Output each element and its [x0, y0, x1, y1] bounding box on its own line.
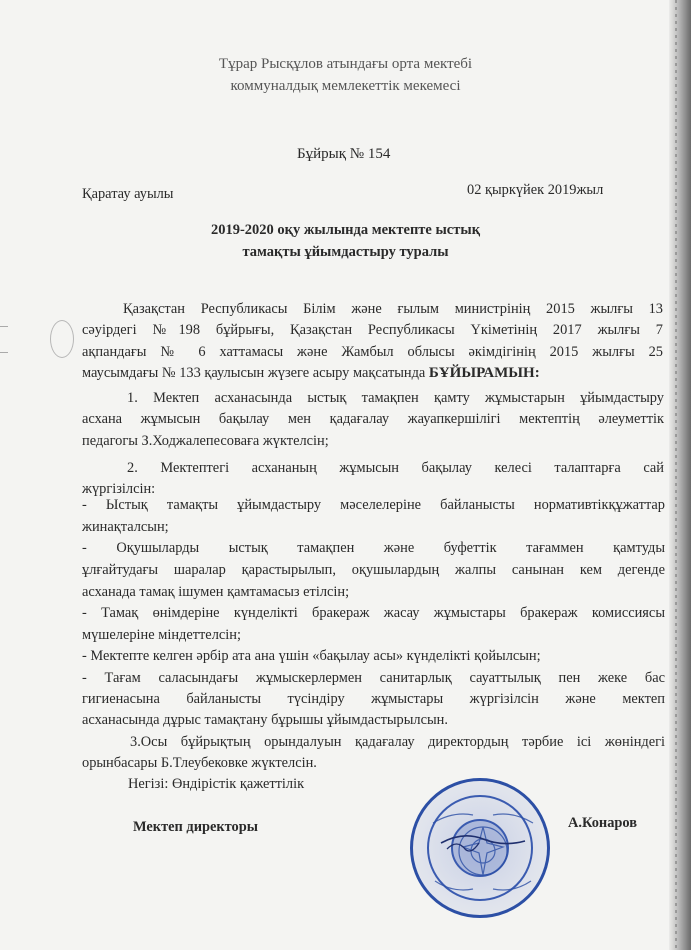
order-word: БҰЙЫРАМЫН:: [428, 365, 540, 381]
body-line: жүргізілсін:: [82, 481, 156, 497]
institution-type: коммуналдық мемлекеттік мекемесі: [230, 78, 461, 94]
body-line: асханасында дұрыс тамақтану бұрышы ұйымдастырылсын.: [82, 712, 448, 728]
order-date: 02 қыркүйек 2019жыл: [467, 182, 604, 198]
body-line: маусымдағы № 133 қаулысын жүзеге асыру мақсатында: [82, 365, 426, 381]
body-line: гигиенасына байланысты түсіндіру жұмыстары жүргізілсін және мектеп: [82, 691, 665, 707]
body-line: Қазақстан Республикасы Білім және ғылым министрінің 2015 жылғы 13: [123, 301, 663, 317]
body-line: орынбасары Б.Тлеубековке жүктелсін.: [82, 755, 317, 771]
body-line: 1. Мектеп асханасында ыстық тамақпен қамту жұмыстарын ұйымдастыру: [127, 390, 664, 406]
body-line: мүшелеріне міндеттелсін;: [82, 627, 241, 643]
body-line: - Оқушыларды ыстық тамақпен және буфеттік тағаммен қамтуды: [82, 540, 665, 556]
body-line: - Мектепте келген әрбір ата ана үшін «бақылау асы» күнделікті қойылсын;: [82, 648, 541, 664]
scan-page-edge: [669, 0, 691, 950]
body-line: ақпандағы № 6 хаттамасы және Жамбыл облысы әкімдігінің 2015 жылғы 25: [82, 344, 663, 360]
order-number: Бұйрық № 154: [297, 146, 391, 162]
body-line: 2. Мектептегі асхананың жұмысын бақылау келесі талаптарға сай: [127, 460, 664, 476]
body-line: Негізі: Өндірістік қажеттілік: [128, 776, 305, 792]
page-edge-tick: [0, 326, 8, 327]
signature-position: Мектеп директоры: [133, 819, 258, 835]
body-line: 3.Осы бұйрықтың орындалуын қадағалау директордың тәрбие ісі жөніндегі: [130, 734, 665, 750]
body-line: жинақталсын;: [82, 519, 169, 535]
body-line: ұлғайтудағы шаралар қарастырылып, оқушылардың жалпы санынан кем дегенде: [82, 562, 665, 578]
signature-name: А.Конаров: [568, 815, 638, 831]
school-name: Тұрар Рысқұлов атындағы орта мектебі: [218, 56, 473, 72]
order-title-line1: 2019-2020 оқу жылында мектепте ыстық: [210, 222, 481, 238]
body-line: асханада тамақ ішумен қамтамасыз етілсін;: [82, 584, 350, 600]
order-title-line2: тамақты ұйымдастыру туралы: [242, 244, 449, 260]
body-line: - Тамақ өнімдеріне күнделікті бракераж жасау жұмыстары бракераж комиссиясы: [82, 605, 665, 621]
body-line: - Ыстық тамақты ұйымдастыру мәселелеріне байланысты нормативтікқұжаттар: [82, 497, 665, 513]
body-line-with-order: [82, 365, 540, 382]
seal-emblem-icon: [413, 781, 553, 921]
order-place: Қаратау ауылы: [82, 186, 174, 202]
body-line: - Тағам саласындағы жұмыскерлермен санитарлық сауаттылық пен жеке бас: [82, 670, 665, 686]
official-seal-stamp: [410, 778, 550, 918]
body-line: сәуірдегі №198 бұйрығы, Қазақстан Республикасы Үкіметінің 2017 жылғы 7: [82, 322, 663, 338]
punch-hole-mark: [50, 320, 74, 358]
body-line: педагогы З.Ходжалепесоваға жүктелсін;: [82, 433, 329, 449]
body-line: асхана жұмысын бақылау мен қадағалау жауапкершілігі мектептің әлеуметтік: [82, 411, 664, 427]
page-edge-tick: [0, 352, 8, 353]
